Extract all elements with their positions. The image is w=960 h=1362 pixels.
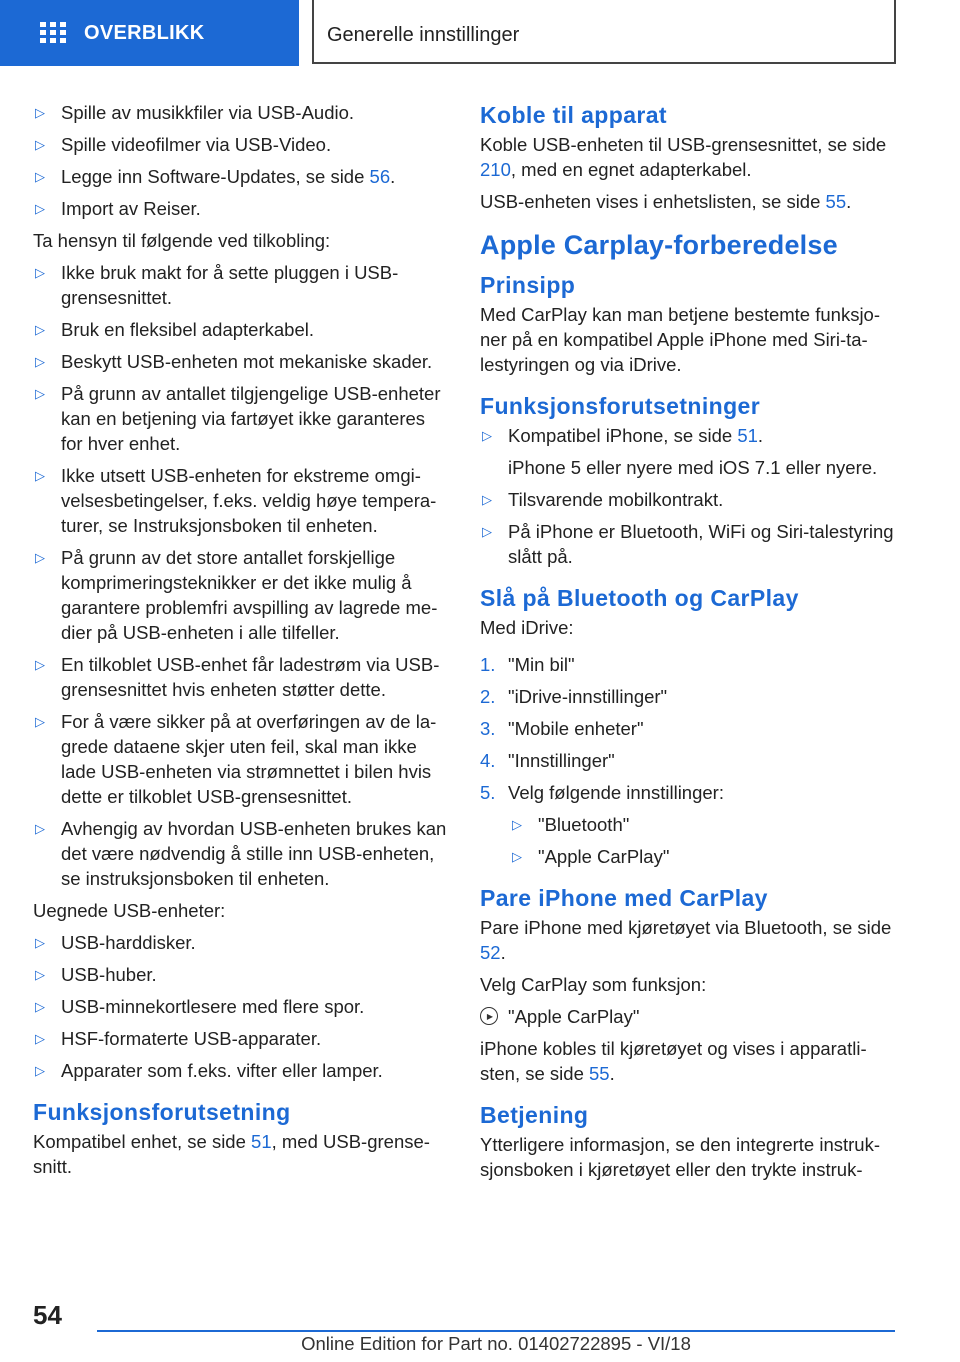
page-number: 54 [33,1300,62,1330]
left-column [33,100,451,1186]
section-tab[interactable] [0,0,299,66]
triangle-bullet-icon: ▷ [35,935,45,950]
triangle-bullet-icon: ▷ [35,1031,45,1046]
numbered-step: 4. "Innstillinger" [480,750,615,771]
list-item: ▷ Kompatibel iPhone, se side 51. [482,425,764,446]
page-link[interactable]: 55 [825,191,847,212]
list-item: ▷ Ikke bruk makt for å sette pluggen i USB-grensesnittet. [35,262,399,308]
triangle-bullet-icon: ▷ [35,821,45,836]
page-link[interactable]: 55 [589,1063,610,1084]
heading-sla-pa-bluetooth: Slå på Bluetooth og CarPlay [480,585,799,611]
paragraph: USB-enheten vises i enhetslisten, se side 55. [480,191,852,212]
list-item: ▷ Beskytt USB-enheten mot mekaniske skader. [35,351,433,372]
heading-apple-carplay: Apple Carplay-forberedelse [480,230,838,260]
heading-pare-iphone: Pare iPhone med CarPlay [480,885,768,911]
list-item: ▷ Avhengig av hvordan USB-enheten brukes kan det være nødvendig å stille inn USB-enheten, se instruksjonsboken til enheten. [35,818,447,889]
paragraph: Med iDrive: [480,617,574,638]
numbered-step: 5. Velg følgende innstillinger: [480,782,724,803]
page-link[interactable]: 56 [369,166,391,187]
paragraph: Uegnede USB-enheter: [33,900,226,921]
heading-funksjonsforutsetninger: Funksjonsforutsetninger [480,393,761,419]
list-item: ▷ Ikke utsett USB-enheten for ekstreme omgivelsesbetingelser, f.eks. veldig høye temperaturer, se Instruksjonsboken til enheten. [35,465,437,536]
chapter-title-box [312,0,896,64]
list-item: ▷ Tilsvarende mobilkontrakt. [482,489,724,510]
list-item: ▷ Spille videofilmer via USB-Video. [35,134,332,155]
triangle-bullet-icon: ▷ [482,428,492,443]
list-item: ▷ Import av Reiser. [35,198,201,219]
triangle-bullet-icon: ▷ [35,322,45,337]
paragraph: Koble USB-enheten til USB-grensesnittet, se side 210, med en egnet adapterkabel. [480,134,887,180]
paragraph: Med CarPlay kan man betjene bestemte funksjoner på en kompatibel Apple iPhone med Siri-talestyringen og via iDrive. [480,304,881,375]
list-item: ▷ En tilkoblet USB-enhet får ladestrøm via USB-grensesnittet hvis enheten støtter dette. [35,654,440,700]
triangle-bullet-icon: ▷ [35,999,45,1014]
paragraph: Ta hensyn til følgende ved tilkobling: [33,230,331,251]
triangle-bullet-icon: ▷ [35,137,45,152]
triangle-bullet-icon: ▷ [35,105,45,120]
triangle-bullet-icon: ▷ [35,967,45,982]
triangle-bullet-icon: ▷ [512,849,522,864]
list-item: ▷ Bruk en fleksibel adapterkabel. [35,319,314,340]
list-item: ▷ USB-huber. [35,964,157,985]
triangle-bullet-icon: ▷ [35,169,45,184]
page-link[interactable]: 52 [480,942,501,963]
list-item: ▷ "Bluetooth" [512,814,630,835]
page-link[interactable]: 51 [251,1131,272,1152]
list-item: ▷ Apparater som f.eks. vifter eller lamper. [35,1060,383,1081]
page-header [0,0,960,66]
triangle-bullet-icon: ▷ [512,817,522,832]
numbered-step: 2. "iDrive-innstillinger" [480,686,668,707]
list-item-continuation: iPhone 5 eller nyere med iOS 7.1 eller nyere. [508,457,878,478]
numbered-step: 1. "Min bil" [480,654,575,675]
footer-rule [97,1330,895,1332]
list-item: ▷ "Apple CarPlay" [512,846,670,867]
triangle-bullet-icon: ▷ [35,657,45,672]
list-item: ▷ På grunn av det store antallet forskjellige komprimeringsteknikker er det ikke mulig å garantere problemfri avspilling av lagrede medier på USB-enheten i alle tilfeller. [35,547,438,643]
triangle-bullet-icon: ▷ [35,201,45,216]
play-circle-icon: ▶ [480,1007,498,1025]
heading-funksjonsforutsetning: Funksjonsforutsetning [33,1099,291,1125]
triangle-bullet-icon: ▷ [35,550,45,565]
triangle-bullet-icon: ▷ [35,1063,45,1078]
list-item: ▶ "Apple CarPlay" [480,1004,900,1029]
page-link[interactable]: 210 [480,159,511,180]
heading-koble-til-apparat: Koble til apparat [480,102,667,128]
heading-prinsipp: Prinsipp [480,272,576,298]
list-item: ▷ USB-harddisker. [35,932,196,953]
page-link[interactable]: 51 [737,425,758,446]
list-item: ▷ For å være sikker på at overføringen av de lagrede dataene skjer uten feil, skal man ikke lade USB-enheten via strømnettet i bilen hvis dette er tilkoblet USB-grensesnittet. [35,711,437,807]
triangle-bullet-icon: ▷ [482,524,492,539]
triangle-bullet-icon: ▷ [35,354,45,369]
list-item: ▷ Spille av musikkfiler via USB-Audio. [35,102,355,123]
paragraph: Kompatibel enhet, se side 51, med USB-grensesnitt. [33,1131,430,1177]
triangle-bullet-icon: ▷ [35,714,45,729]
paragraph: Velg CarPlay som funksjon: [480,974,707,995]
paragraph: Ytterligere informasjon, se den integrerte instruksjonsboken i kjøretøyet eller den trykte instruk- [480,1134,881,1180]
list-item: ▷ USB-minnekortlesere med flere spor. [35,996,365,1017]
footer-edition: Online Edition for Part no. 01402722895 - VI/18 [301,1333,691,1354]
list-item: ▷ HSF-formaterte USB-apparater. [35,1028,322,1049]
list-item: ▷ På grunn av antallet tilgjengelige USB-enheter kan en betjening via fartøyet ikke garanteres for hver enhet. [35,383,441,454]
triangle-bullet-icon: ▷ [482,492,492,507]
list-item: ▷ På iPhone er Bluetooth, WiFi og Siri-talestyring slått på. [482,521,894,567]
chapter-title: Generelle innstillinger [327,23,520,46]
triangle-bullet-icon: ▷ [35,265,45,280]
heading-betjening: Betjening [480,1102,589,1128]
triangle-bullet-icon: ▷ [35,468,45,483]
section-tab-label: OVERBLIKK [84,21,205,44]
grid-menu-icon [40,22,66,44]
list-item: ▷ Legge inn Software-Updates, se side 56. [35,166,396,187]
paragraph: iPhone kobles til kjøretøyet og vises i apparatlisten, se side 55. [480,1038,867,1084]
triangle-bullet-icon: ▷ [35,386,45,401]
paragraph: Pare iPhone med kjøretøyet via Bluetooth, se side 52. [480,917,892,963]
right-column [480,100,900,1189]
numbered-step: 3. "Mobile enheter" [480,718,644,739]
